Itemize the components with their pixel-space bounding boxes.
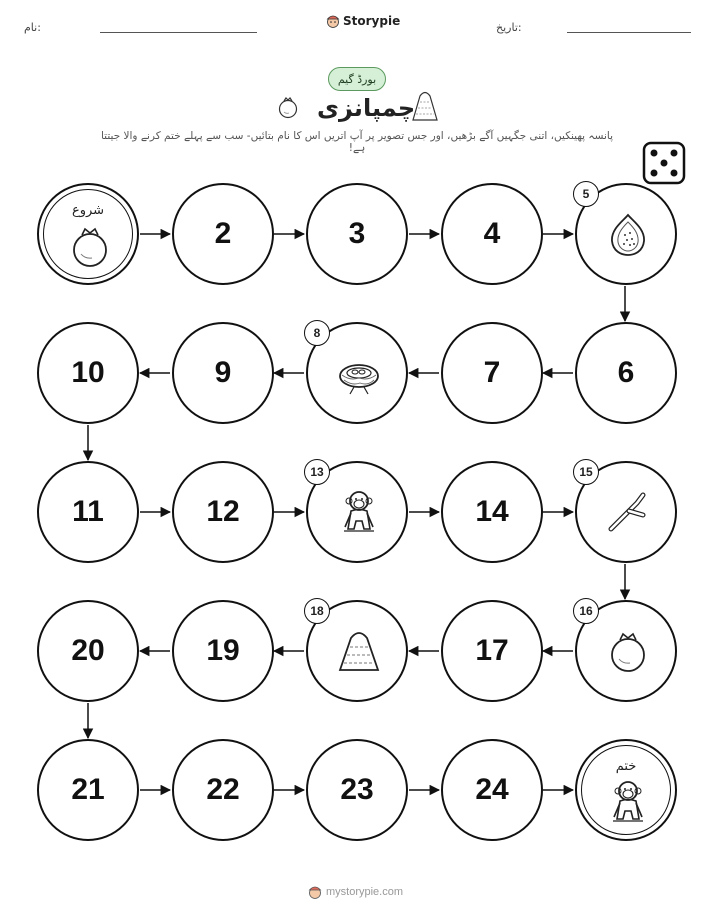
board-game-badge: بورڈ گیم [328, 67, 386, 91]
cell-number-badge: 5 [573, 181, 599, 207]
board-cell-19[interactable] [172, 600, 274, 702]
termite-mound-icon [334, 626, 384, 680]
finish-label: ختم [615, 759, 637, 774]
cell-number-badge: 15 [573, 459, 599, 485]
start-cell[interactable] [37, 183, 139, 285]
board-cell-6[interactable] [575, 322, 677, 424]
cell-number-badge: 18 [304, 598, 330, 624]
board-cell-22[interactable] [172, 739, 274, 841]
chimpanzee-icon [603, 777, 653, 831]
board-cell-2[interactable] [172, 183, 274, 285]
board-cell-10[interactable] [37, 322, 139, 424]
pomegranate-icon [65, 221, 115, 275]
cell-number: 2 [214, 217, 232, 250]
nest-icon [334, 348, 384, 402]
cell-number: 9 [214, 356, 232, 389]
page-title: چمپانزی [317, 94, 416, 122]
cell-number: 7 [483, 356, 501, 389]
board-cell-11[interactable] [37, 461, 139, 563]
instructions-text: پانسہ پھینکیں، اتنی جگہیں آگے بڑھیں، اور جس تصویر پر آپ اتریں اس کا نام بتائیں- سب سے پہلے ختم کرنے والا جیتتا ہے! [100, 130, 613, 154]
board-cell-4[interactable] [441, 183, 543, 285]
cell-number: 17 [475, 634, 509, 667]
cell-number-badge: 13 [304, 459, 330, 485]
cell-number: 12 [206, 495, 240, 528]
chimpanzee-icon [334, 487, 384, 541]
board-cell-23[interactable] [306, 739, 408, 841]
branch-icon [603, 487, 653, 541]
name-label: نام: [24, 21, 41, 34]
finish-cell[interactable] [575, 739, 677, 841]
cell-number: 23 [340, 773, 374, 806]
cell-number: 20 [71, 634, 105, 667]
board-cell-7[interactable] [441, 322, 543, 424]
cell-number: 3 [348, 217, 366, 250]
board-cell-21[interactable] [37, 739, 139, 841]
brand-name: Storypie [343, 14, 401, 28]
board-cell-15[interactable] [575, 461, 677, 563]
cell-number: 21 [71, 773, 105, 806]
board-cell-24[interactable] [441, 739, 543, 841]
cell-number-badge: 8 [304, 320, 330, 346]
board-cell-17[interactable] [441, 600, 543, 702]
pomegranate-icon [603, 626, 653, 680]
board-cell-20[interactable] [37, 600, 139, 702]
cell-number: 4 [483, 217, 501, 250]
cell-number: 11 [72, 495, 104, 528]
fig-icon [603, 209, 653, 263]
board-cell-8[interactable] [306, 322, 408, 424]
board-cell-5[interactable] [575, 183, 677, 285]
board-cell-16[interactable] [575, 600, 677, 702]
board-cell-3[interactable] [306, 183, 408, 285]
footer [308, 884, 403, 900]
board-cell-12[interactable] [172, 461, 274, 563]
storypie-mascot-icon [308, 884, 322, 900]
board-cell-14[interactable] [441, 461, 543, 563]
footer-url[interactable]: mystorypie.com [326, 886, 404, 898]
cell-number: 10 [71, 356, 105, 389]
cell-number: 14 [475, 495, 509, 528]
board-cell-9[interactable] [172, 322, 274, 424]
board-cell-13[interactable] [306, 461, 408, 563]
cell-number: 6 [617, 356, 635, 389]
start-label: شروع [71, 203, 105, 218]
cell-number: 24 [475, 773, 509, 806]
cell-number-badge: 16 [573, 598, 599, 624]
board-cell-18[interactable] [306, 600, 408, 702]
date-label: تاریخ: [496, 21, 522, 34]
cell-number: 22 [206, 773, 240, 806]
cell-number: 19 [206, 634, 240, 667]
